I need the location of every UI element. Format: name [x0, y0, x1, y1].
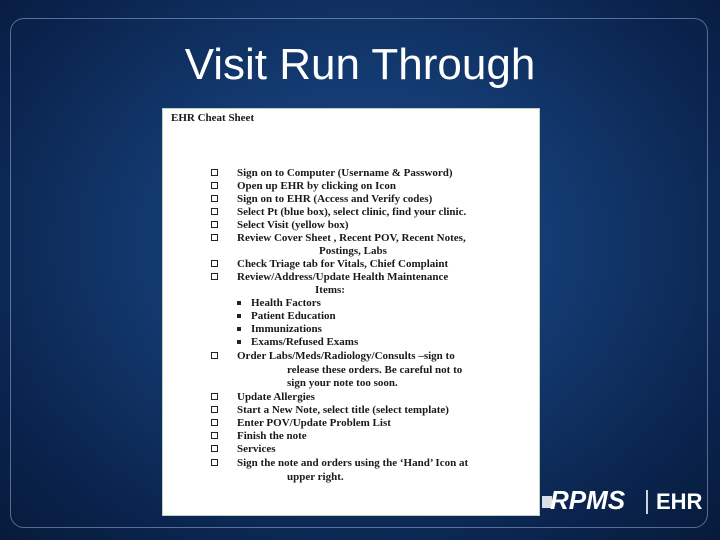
checklist-item-label: Sign on to EHR (Access and Verify codes)	[237, 193, 433, 205]
bullet-icon	[237, 301, 241, 305]
checkbox-icon	[211, 459, 218, 466]
checklist-item	[163, 391, 541, 404]
cheat-sheet-document	[162, 108, 540, 516]
checklist-item-label: Select Pt (blue box), select clinic, find your clinic.	[237, 206, 467, 218]
cheat-sheet-title: EHR Cheat Sheet	[171, 112, 255, 124]
checkbox-icon	[211, 234, 218, 241]
checklist-item-label: Services	[237, 443, 276, 455]
checklist-item	[163, 404, 541, 417]
checkbox-icon	[211, 273, 218, 280]
checklist-item-label: Review Cover Sheet , Recent POV, Recent Notes,	[237, 232, 466, 244]
checklist-item	[163, 443, 541, 456]
checklist-item	[163, 232, 541, 245]
checkbox-icon	[211, 393, 218, 400]
checklist-item-continuation: sign your note too soon.	[287, 377, 398, 389]
checklist-item	[163, 167, 541, 180]
checklist-item-label: Check Triage tab for Vitals, Chief Complaint	[237, 258, 449, 270]
checklist-item	[163, 180, 541, 193]
checklist-item-label: Select Visit (yellow box)	[237, 219, 349, 231]
checklist-item-label: Enter POV/Update Problem List	[237, 417, 391, 429]
sub-list-item-label: Immunizations	[251, 323, 322, 335]
checkbox-icon	[211, 260, 218, 267]
checklist-item	[163, 457, 541, 470]
bullet-icon	[237, 314, 241, 318]
checklist-item-label: Order Labs/Meds/Radiology/Consults –sign to	[237, 350, 455, 362]
checklist-item-label: Review/Address/Update Health Maintenance	[237, 271, 449, 283]
bullet-icon	[237, 340, 241, 344]
checkbox-icon	[211, 221, 218, 228]
logo-rpms-text: RPMS	[550, 485, 626, 515]
checkbox-icon	[211, 406, 218, 413]
checklist-item-continuation: Items:	[315, 284, 345, 296]
rpms-ehr-logo	[542, 480, 714, 520]
checklist-item-continuation: upper right.	[287, 471, 344, 483]
checkbox-icon	[211, 195, 218, 202]
checklist-item-label: Start a New Note, select title (select template)	[237, 404, 449, 416]
checkbox-icon	[211, 445, 218, 452]
checklist-item	[163, 350, 541, 363]
sub-list-item-label: Patient Education	[251, 310, 336, 322]
logo-ehr-text: EHR	[656, 489, 703, 514]
bullet-icon	[237, 327, 241, 331]
checklist-item-continuation: Postings, Labs	[319, 245, 387, 257]
checklist-item-label: Open up EHR by clicking on Icon	[237, 180, 396, 192]
checkbox-icon	[211, 182, 218, 189]
checklist-item	[163, 219, 541, 232]
checklist-item-label: Finish the note	[237, 430, 307, 442]
checklist-item-label: Sign the note and orders using the ‘Hand’ Icon at	[237, 457, 469, 469]
checkbox-icon	[211, 208, 218, 215]
checklist-item	[163, 193, 541, 206]
checklist-item	[163, 417, 541, 430]
checklist-item	[163, 430, 541, 443]
checkbox-icon	[211, 432, 218, 439]
sub-list-item-label: Exams/Refused Exams	[251, 336, 359, 348]
checklist-item	[163, 258, 541, 271]
checklist-item-continuation: release these orders. Be careful not to	[287, 364, 463, 376]
checklist-item	[163, 206, 541, 219]
checklist-item-label: Sign on to Computer (Username & Password)	[237, 167, 453, 179]
checkbox-icon	[211, 169, 218, 176]
sub-list-item-label: Health Factors	[251, 297, 321, 309]
checkbox-icon	[211, 419, 218, 426]
checklist-item	[163, 271, 541, 284]
slide-title: Visit Run Through	[184, 40, 536, 89]
checkbox-icon	[211, 352, 218, 359]
checklist-item-label: Update Allergies	[237, 391, 315, 403]
